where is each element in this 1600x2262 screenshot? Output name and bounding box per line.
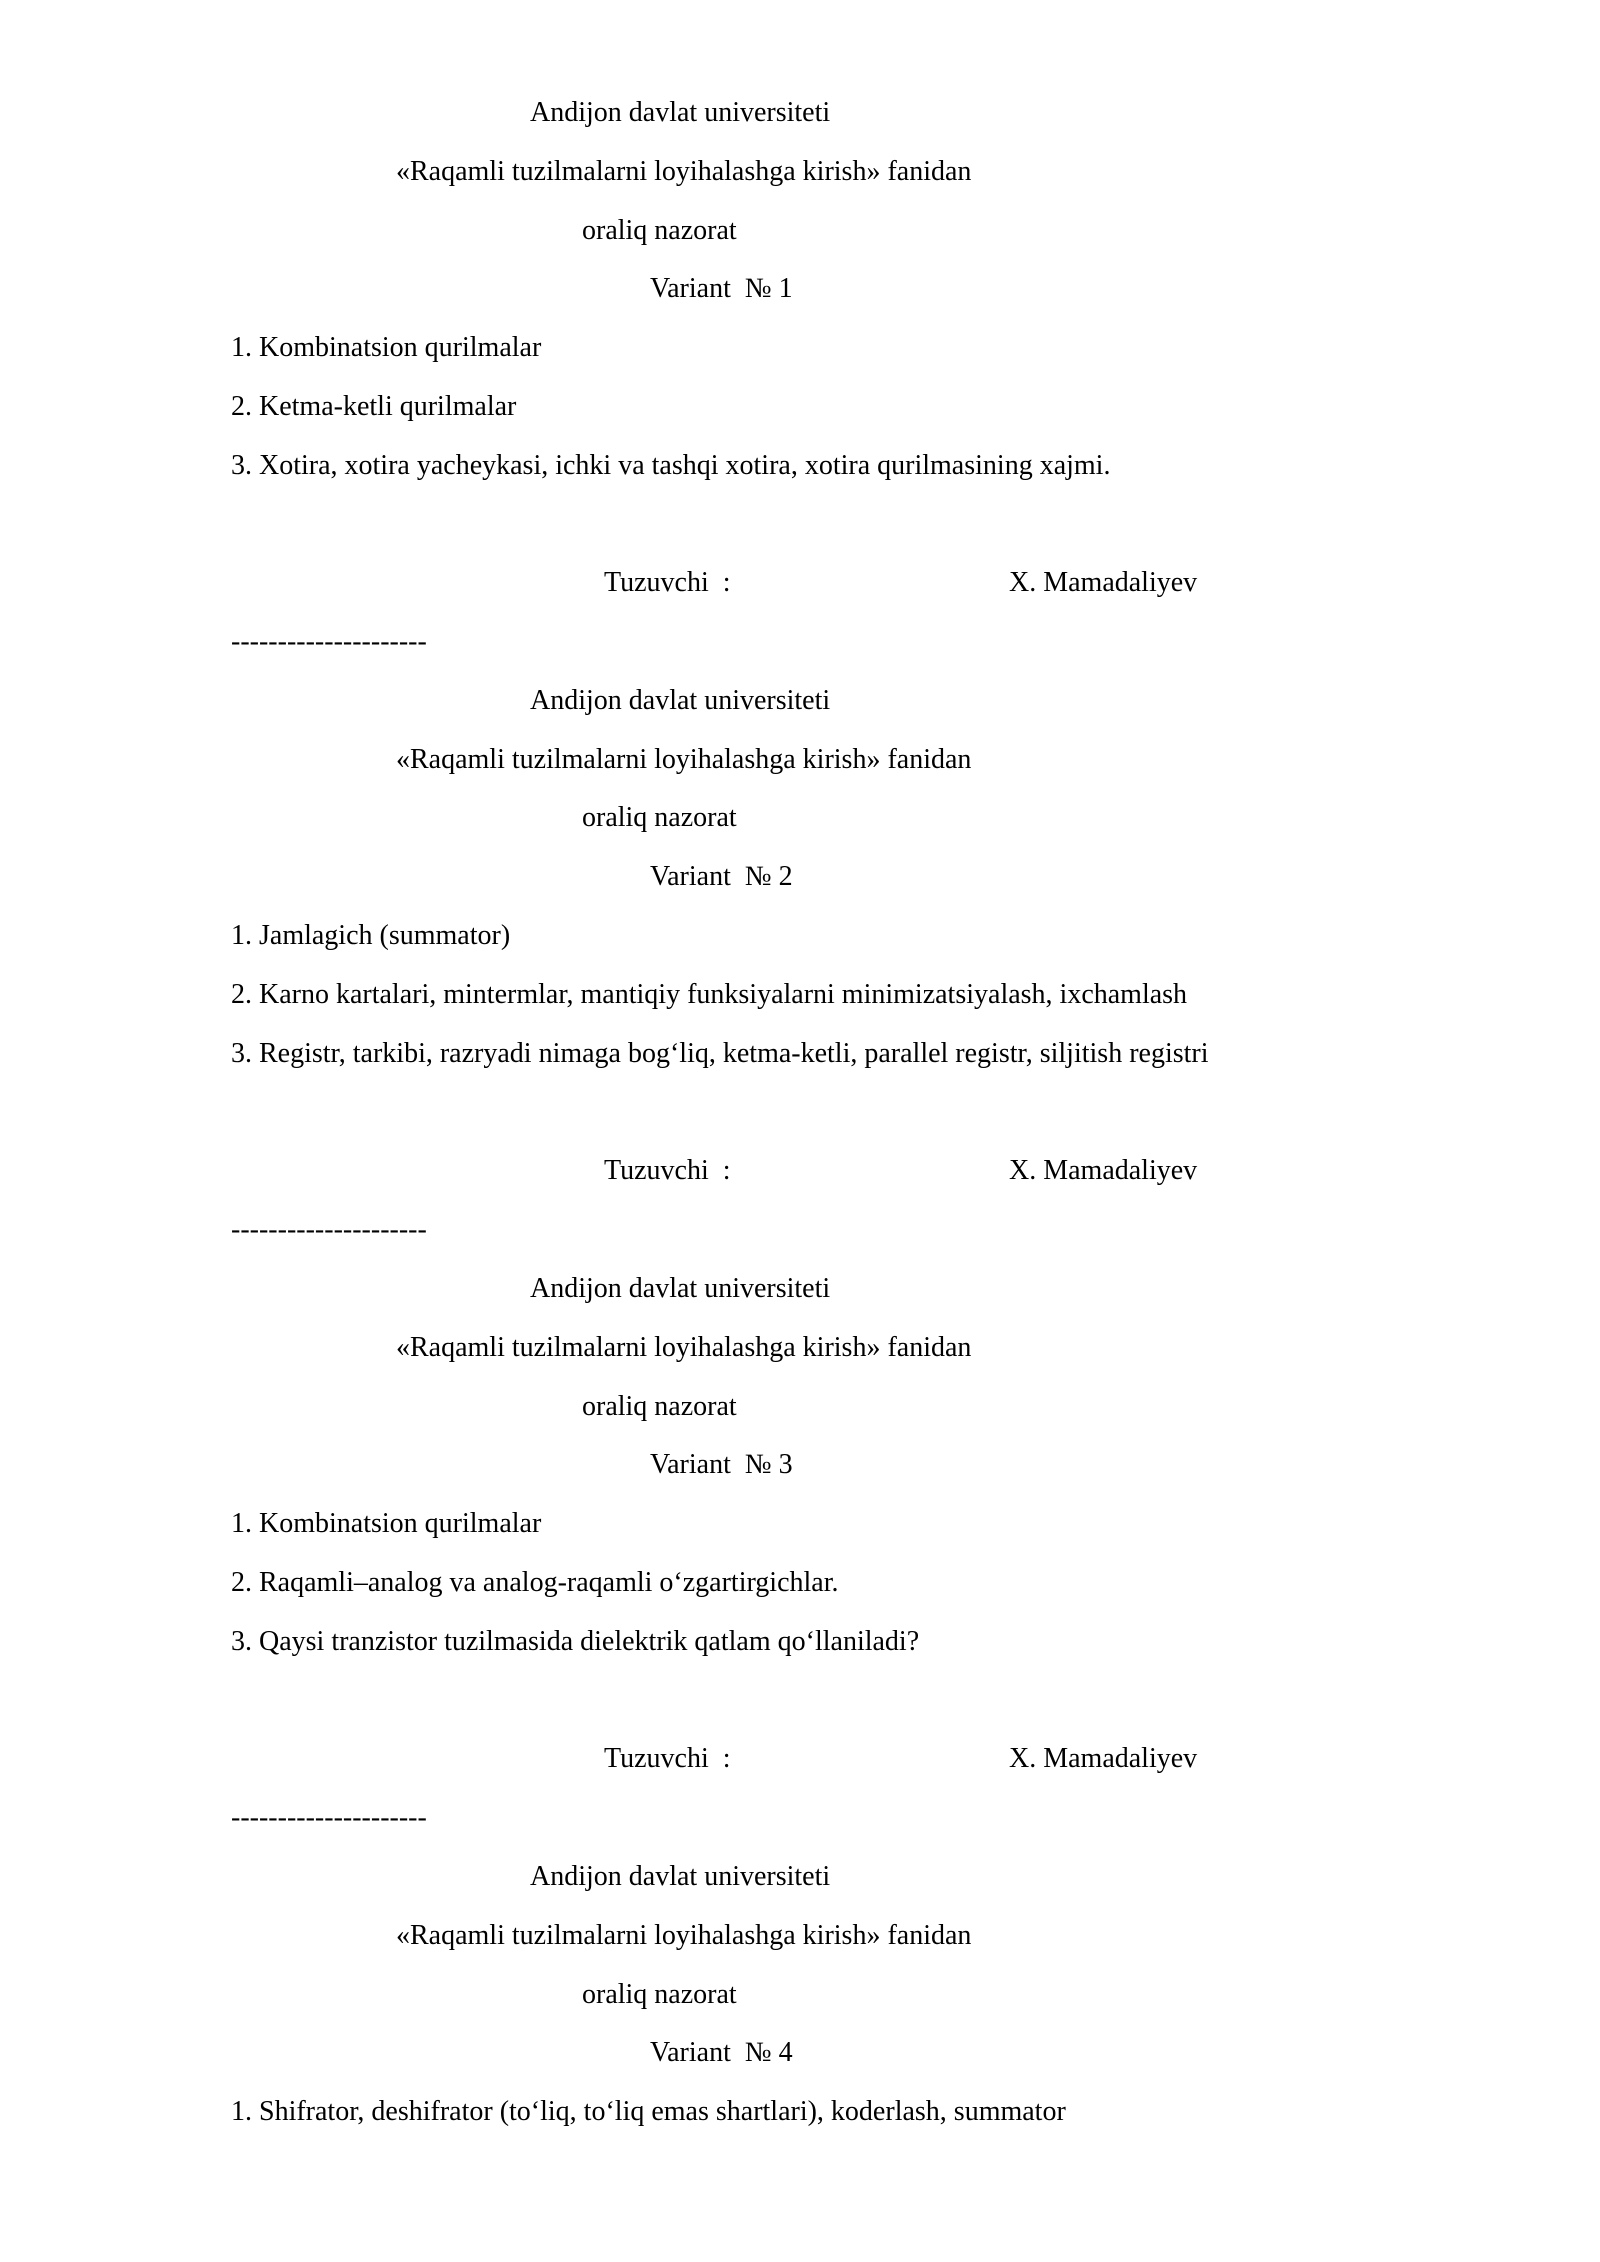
question-item: 1. Shifrator, deshifrator (to‘liq, to‘liq emas shartlari), koderlash, summator bbox=[231, 2096, 1066, 2127]
compiler-name: X. Mamadaliyev bbox=[1009, 1743, 1198, 1774]
compiler-name: X. Mamadaliyev bbox=[1009, 1155, 1198, 1186]
exam-type: oraliq nazorat bbox=[582, 1979, 737, 2010]
exam-type: oraliq nazorat bbox=[582, 802, 737, 833]
question-item: 3. Xotira, xotira yacheykasi, ichki va tashqi xotira, xotira qurilmasining xajmi. bbox=[231, 450, 1111, 481]
question-item: 1. Kombinatsion qurilmalar bbox=[231, 1508, 542, 1539]
subject-title: «Raqamli tuzilmalarni loyihalashga kirish» fanidan bbox=[396, 744, 972, 775]
variant-label: Variant № 2 bbox=[650, 861, 793, 892]
university-title: Andijon davlat universiteti bbox=[530, 1273, 831, 1304]
question-item: 3. Qaysi tranzistor tuzilmasida dielektrik qatlam qo‘llaniladi? bbox=[231, 1626, 920, 1657]
question-item: 1. Jamlagich (summator) bbox=[231, 920, 511, 951]
section-separator: --------------------- bbox=[231, 626, 427, 657]
compiler-name: X. Mamadaliyev bbox=[1009, 567, 1198, 598]
compiler-label: Tuzuvchi : bbox=[604, 567, 731, 598]
exam-type: oraliq nazorat bbox=[582, 1391, 737, 1422]
question-item: 3. Registr, tarkibi, razryadi nimaga bog‘liq, ketma-ketli, parallel registr, siljitish registri bbox=[231, 1038, 1209, 1069]
variant-label: Variant № 3 bbox=[650, 1449, 793, 1480]
section-separator: --------------------- bbox=[231, 1802, 427, 1833]
question-item: 2. Raqamli–analog va analog-raqamli o‘zgartirgichlar. bbox=[231, 1567, 839, 1598]
section-separator: --------------------- bbox=[231, 1214, 427, 1245]
question-item: 2. Ketma-ketli qurilmalar bbox=[231, 391, 517, 422]
subject-title: «Raqamli tuzilmalarni loyihalashga kirish» fanidan bbox=[396, 1920, 972, 1951]
subject-title: «Raqamli tuzilmalarni loyihalashga kirish» fanidan bbox=[396, 1332, 972, 1363]
compiler-label: Tuzuvchi : bbox=[604, 1743, 731, 1774]
university-title: Andijon davlat universiteti bbox=[530, 1861, 831, 1892]
variant-label: Variant № 1 bbox=[650, 273, 793, 304]
question-item: 1. Kombinatsion qurilmalar bbox=[231, 332, 542, 363]
university-title: Andijon davlat universiteti bbox=[530, 97, 831, 128]
subject-title: «Raqamli tuzilmalarni loyihalashga kirish» fanidan bbox=[396, 156, 972, 187]
question-item: 2. Karno kartalari, mintermlar, mantiqiy funksiyalarni minimizatsiyalash, ixchamlash bbox=[231, 979, 1188, 1010]
variant-label: Variant № 4 bbox=[650, 2037, 793, 2068]
university-title: Andijon davlat universiteti bbox=[530, 685, 831, 716]
compiler-label: Tuzuvchi : bbox=[604, 1155, 731, 1186]
exam-type: oraliq nazorat bbox=[582, 215, 737, 246]
